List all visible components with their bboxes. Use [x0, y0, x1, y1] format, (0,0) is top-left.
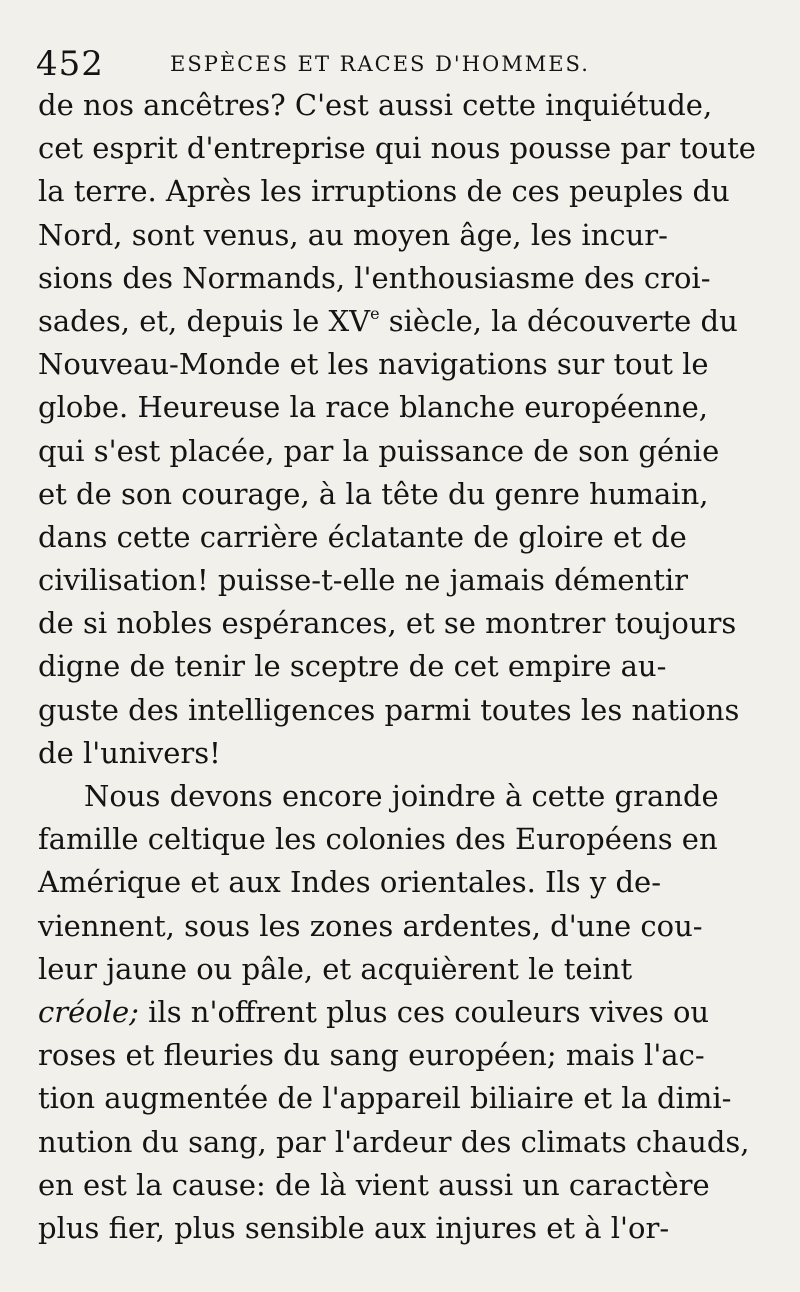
text-line: la terre. Après les irruptions de ces peuples du: [38, 174, 730, 209]
text-line: de nos ancêtres? C'est aussi cette inquiétude,: [38, 88, 713, 122]
text-line: Nord, sont venus, au moyen âge, les incur-: [38, 217, 668, 252]
text-line: leur jaune ou pâle, et acquièrent le teint: [38, 951, 633, 986]
text-line: famille celtique les colonies des Européens en: [38, 822, 718, 857]
body-text: [38, 84, 756, 1250]
text-line: de l'univers!: [38, 735, 221, 770]
text-line: et de son courage, à la tête du genre humain,: [38, 476, 709, 511]
page-header: [36, 42, 756, 82]
superscript: e: [370, 303, 380, 323]
text-line: en est la cause: de là vient aussi un caractère: [38, 1167, 710, 1202]
text-line: nution du sang, par l'ardeur des climats chauds,: [38, 1124, 750, 1159]
text-line: sions des Normands, l'enthousiasme des croi-: [38, 260, 711, 295]
text-line: guste des intelligences parmi toutes les nations: [38, 692, 740, 727]
text-line: sades, et, depuis le XVe siècle, la découverte du: [38, 303, 738, 338]
text-line: tion augmentée de l'appareil biliaire et la dimi-: [38, 1081, 732, 1116]
text-line: globe. Heureuse la race blanche européenne,: [38, 390, 709, 425]
text-line: viennent, sous les zones ardentes, d'une cou-: [38, 908, 703, 943]
paragraph-start-line: Nous devons encore joindre à cette grande: [84, 779, 719, 813]
text-line: dans cette carrière éclatante de gloire et de: [38, 519, 687, 554]
page-number: 452: [36, 44, 104, 84]
running-title: ESPÈCES ET RACES D'HOMMES.: [170, 52, 590, 76]
text-line: Amérique et aux Indes orientales. Ils y de-: [38, 865, 661, 900]
text-line: plus fier, plus sensible aux injures et à l'or-: [38, 1210, 670, 1245]
text-line: digne de tenir le sceptre de cet empire au-: [38, 649, 667, 684]
text-line: qui s'est placée, par la puissance de son génie: [38, 433, 720, 468]
italic-term: créole;: [38, 994, 139, 1029]
text-line: de si nobles espérances, et se montrer toujours: [38, 606, 737, 641]
text-line: cet esprit d'entreprise qui nous pousse par toute: [38, 131, 756, 166]
text-line: créole; ils n'offrent plus ces couleurs vives ou: [38, 994, 710, 1029]
text-line: civilisation! puisse-t-elle ne jamais démentir: [38, 563, 688, 598]
text-line: Nouveau-Monde et les navigations sur tout le: [38, 347, 709, 382]
text-line: roses et fleuries du sang européen; mais l'ac-: [38, 1038, 705, 1073]
